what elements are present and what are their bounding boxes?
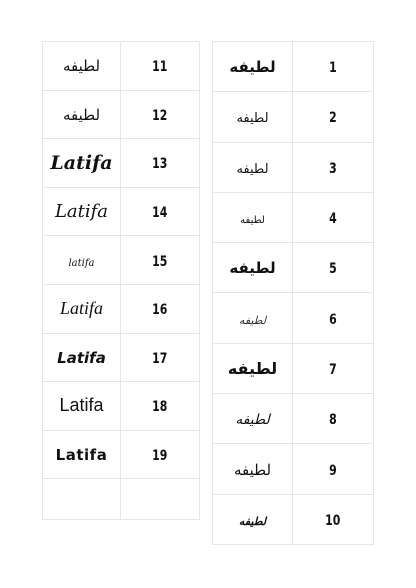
number-cell (121, 430, 200, 479)
font-number: 7 (329, 361, 337, 378)
sample-cell (213, 192, 293, 242)
font-number: 4 (329, 211, 337, 228)
table-row (43, 382, 200, 431)
font-sample: لطيفه (62, 105, 101, 124)
font-sample: Latifa (54, 201, 109, 223)
table-row (213, 142, 374, 192)
font-number: 5 (329, 261, 337, 278)
table-row (213, 444, 374, 494)
sample-cell (43, 42, 121, 91)
table-row (213, 92, 374, 142)
right-font-table (212, 41, 374, 545)
font-sample: Latifa (59, 395, 104, 416)
font-sample: لطيفه (233, 460, 272, 479)
table-row (43, 139, 200, 188)
number-cell (293, 343, 374, 393)
number-cell (293, 92, 374, 142)
font-number: 12 (152, 107, 168, 124)
font-number: 3 (329, 160, 337, 177)
sample-cell (213, 243, 293, 293)
font-sample: لطيفه (236, 111, 269, 127)
font-number: 16 (152, 302, 168, 319)
font-number: 14 (152, 205, 168, 222)
number-cell (121, 187, 200, 236)
number-cell (293, 444, 374, 494)
sample-cell (213, 444, 293, 494)
font-number: 9 (329, 462, 337, 479)
table-row (43, 187, 200, 236)
font-number: 19 (152, 448, 168, 465)
font-sample: Latifa (57, 348, 106, 367)
font-sample: لطيفه (229, 259, 276, 278)
number-cell (121, 382, 200, 431)
number-cell (121, 42, 200, 91)
font-sample: Latifa (50, 151, 113, 174)
font-number: 10 (325, 512, 341, 529)
font-sample: لطيفه (62, 57, 101, 76)
number-cell (121, 139, 200, 188)
number-cell (121, 333, 200, 382)
sample-cell (43, 430, 121, 479)
font-number: 6 (329, 311, 337, 328)
font-number: 13 (152, 156, 168, 173)
font-number: 1 (329, 60, 337, 77)
font-number: 11 (152, 59, 168, 76)
sample-cell (213, 494, 293, 544)
table-row (213, 394, 374, 444)
table-row (43, 333, 200, 382)
number-cell (121, 90, 200, 139)
table-row (213, 343, 374, 393)
table-row (213, 293, 374, 343)
sample-cell (43, 382, 121, 431)
font-sample: لطيفه (227, 358, 278, 378)
font-number: 18 (152, 399, 168, 416)
number-cell (293, 243, 374, 293)
sample-cell (43, 236, 121, 285)
number-cell (121, 284, 200, 333)
sample-cell (43, 333, 121, 382)
sample-cell (43, 90, 121, 139)
font-sample: لطيفه (238, 514, 267, 528)
sample-cell (213, 42, 293, 92)
number-cell (293, 42, 374, 92)
left-font-table (42, 41, 200, 520)
font-sample: لطيفه (240, 215, 265, 227)
font-number: 15 (152, 253, 168, 270)
sample-cell (43, 284, 121, 333)
sample-cell (213, 343, 293, 393)
table-row (43, 236, 200, 285)
sample-cell (213, 394, 293, 444)
font-sample: لطيفه (235, 412, 270, 429)
table-row (213, 192, 374, 242)
sample-cell (43, 139, 121, 188)
font-sample: Latifa (59, 298, 103, 319)
number-cell (121, 236, 200, 285)
font-sample: latifa (68, 257, 95, 269)
sample-cell (43, 187, 121, 236)
sample-cell (213, 142, 293, 192)
font-number: 8 (329, 412, 337, 429)
table-row (43, 284, 200, 333)
font-sample: لطيفه (229, 58, 276, 77)
empty-cell (43, 479, 121, 520)
number-cell (293, 494, 374, 544)
table-row (43, 90, 200, 139)
font-sample: Latifa (55, 446, 108, 465)
sample-cell (213, 293, 293, 343)
empty-cell (121, 479, 200, 520)
font-number: 17 (152, 350, 168, 367)
table-row (213, 243, 374, 293)
font-sample: لطيفه (238, 313, 267, 327)
number-cell (293, 142, 374, 192)
font-sample: لطيفه (236, 161, 269, 177)
sample-cell (213, 92, 293, 142)
table-row (43, 42, 200, 91)
font-number: 2 (329, 110, 337, 127)
empty-row (43, 479, 200, 520)
table-row (43, 430, 200, 479)
number-cell (293, 192, 374, 242)
table-row (213, 42, 374, 92)
table-row (213, 494, 374, 544)
number-cell (293, 293, 374, 343)
number-cell (293, 394, 374, 444)
